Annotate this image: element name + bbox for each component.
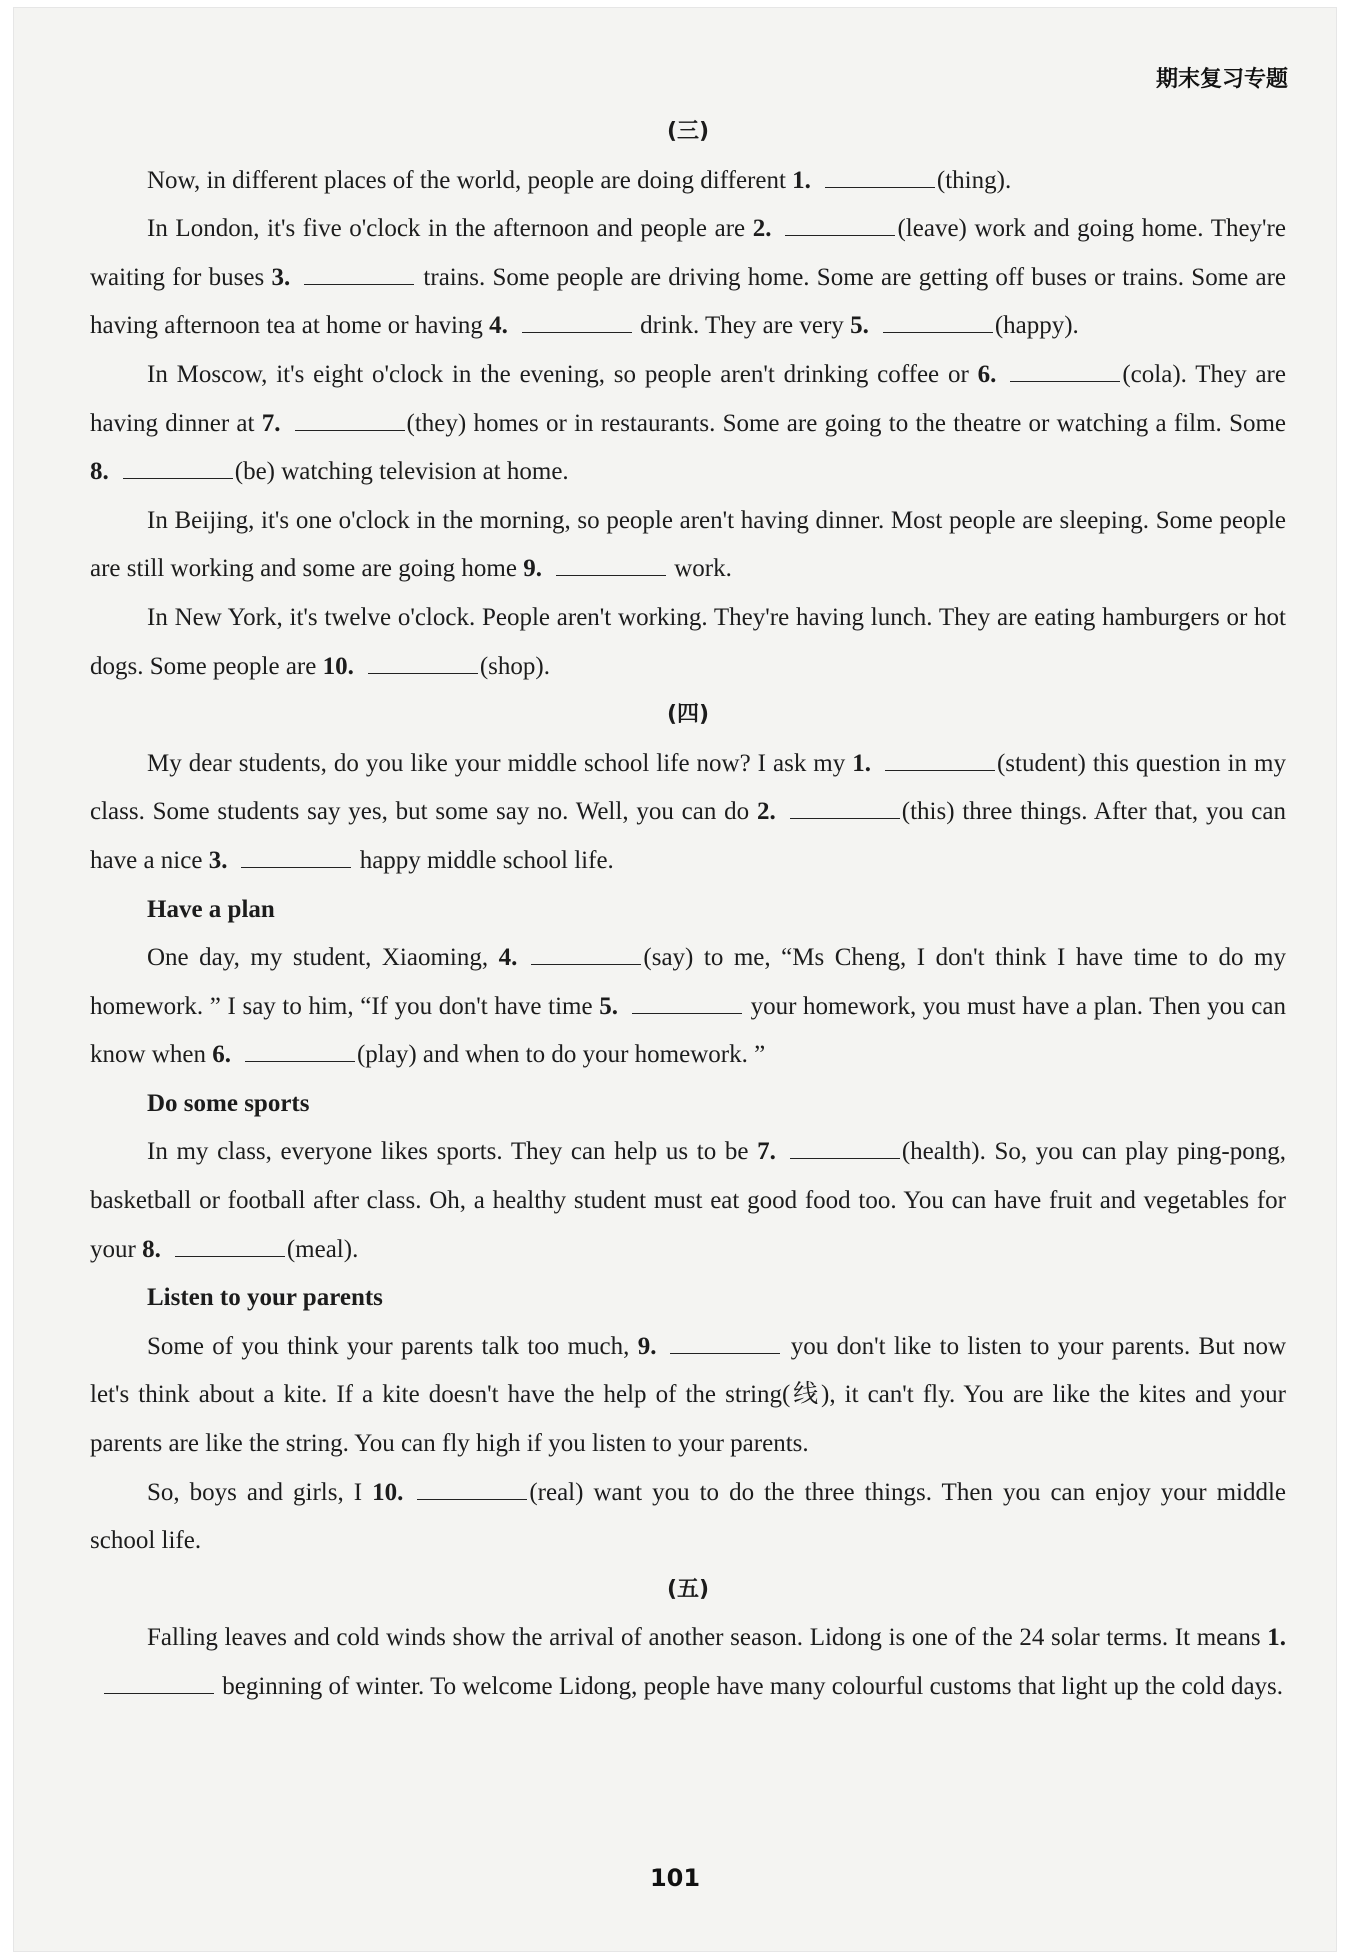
answer-blank[interactable] [123,456,233,479]
s4-paragraph-5: So, boys and girls, I 10. (real) want you to do the three things. Then you can enjoy your middle school life. [90,1478,1286,1555]
answer-blank[interactable] [1010,359,1120,382]
blank-number: 3. [271,263,291,291]
page-number: 101 [649,1864,701,1892]
s4-paragraph-1: My dear students, do you like your middle school life now? I ask my 1. (student) this question in my class. Some students say yes, but some say no. Well, you can do 2. (this) three things. After that, you can have a nice 3. happy middle school life. [90,749,1286,874]
s4-paragraph-4: Some of you think your parents talk too much, 9. you don't like to listen to your parents. But now let's think about a kite. If a kite doesn't have the help of the string(线), it can't fly. You are like the kites and your parents are like the string. You can fly high if you listen to your parents. [90,1332,1287,1458]
blank-number: 5. [850,312,869,340]
answer-blank[interactable] [304,262,414,285]
blank-number: 2. [752,215,772,243]
s3-paragraph-1: Now, in different places of the world, people are doing different 1. (thing). [147,166,1012,194]
blank-number: 7. [757,1138,776,1166]
answer-blank[interactable] [885,748,995,771]
blank-number: 7. [261,409,281,437]
exercise-content [90,108,1286,1712]
s4-paragraph-2: One day, my student, Xiaoming, 4. (say) to me, “Ms Cheng, I don't think I have time to do my homework. ” I say to him, “If you don't have time 5. your homework, you must have a plan. Then you can know when 6. (play) and when to do your homework. ” [90,944,1287,1069]
section-4-title: (四) [666,702,710,728]
s3-paragraph-4: In Beijing, it's one o'clock in the morning, so people aren't having dinner. Most people are sleeping. Some people are still working and some are going home 9. work. [90,506,1286,583]
s3-paragraph-3: In Moscow, it's eight o'clock in the evening, so people aren't drinking coffee or 6. (cola). They are having dinner at 7. (they) homes or in restaurants. Some are going to the theatre or watching a film. Some 8. (be) watching television at home. [90,360,1287,486]
subheading-do-some-sports: Do some sports [147,1089,310,1117]
blank-number: 9. [523,555,542,583]
blank-number: 5. [599,992,618,1020]
blank-number: 6. [977,360,997,388]
blank-number: 4. [489,312,508,340]
answer-blank[interactable] [368,651,478,674]
blank-number: 8. [142,1235,161,1263]
blank-number: 1. [792,166,811,194]
answer-blank[interactable] [785,213,895,236]
section-3-title: (三) [666,119,710,144]
answer-blank[interactable] [104,1671,214,1694]
subheading-have-a-plan: Have a plan [147,895,275,923]
blank-number: 1. [852,749,871,777]
blank-number: 9. [637,1332,657,1360]
subheading-listen-to-parents: Listen to your parents [147,1284,383,1312]
blank-number: 4. [498,944,518,972]
blank-number: 2. [757,798,776,826]
blank-number: 1. [1267,1624,1286,1652]
answer-blank[interactable] [790,1136,900,1159]
answer-blank[interactable] [245,1039,355,1062]
blank-number: 10. [372,1478,404,1506]
answer-blank[interactable] [556,553,666,576]
answer-blank[interactable] [883,310,993,333]
s5-paragraph-1: Falling leaves and cold winds show the arrival of another season. Lidong is one of the 24 solar terms. It means 1. beginning of winter. To welcome Lidong, people have many colourful customs that light up the cold days. [90,1614,1286,1711]
answer-blank[interactable] [825,165,935,188]
answer-blank[interactable] [417,1477,527,1500]
blank-number: 8. [90,458,109,486]
s3-paragraph-5: In New York, it's twelve o'clock. People aren't working. They're having lunch. They are eating hamburgers or hot dogs. Some people are 10. (shop). [90,603,1286,680]
answer-blank[interactable] [790,796,900,819]
answer-blank[interactable] [295,408,405,431]
answer-blank[interactable] [522,310,632,333]
answer-blank[interactable] [531,942,641,965]
answer-blank[interactable] [632,991,742,1014]
blank-number: 10. [322,652,354,680]
answer-blank[interactable] [175,1234,285,1257]
blank-number: 6. [212,1041,231,1069]
section-5-title: (五) [666,1576,710,1602]
s3-paragraph-2: In London, it's five o'clock in the afternoon and people are 2. (leave) work and going home. They're waiting for buses 3. trains. Some people are driving home. Some are getting off buses or trains. Some are having afternoon tea at home or having 4. drink. They are very 5. (happy). [90,215,1286,340]
answer-blank[interactable] [670,1331,780,1354]
answer-blank[interactable] [241,845,351,868]
s4-paragraph-3: In my class, everyone likes sports. They can help us to be 7. (health). So, you can play ping-pong, basketball or football after class. Oh, a healthy student must eat good food too. You can have fruit and vegetables for your 8. (meal). [90,1138,1286,1263]
page-header: 期末复习专题 [1155,67,1288,92]
blank-number: 3. [208,846,228,874]
